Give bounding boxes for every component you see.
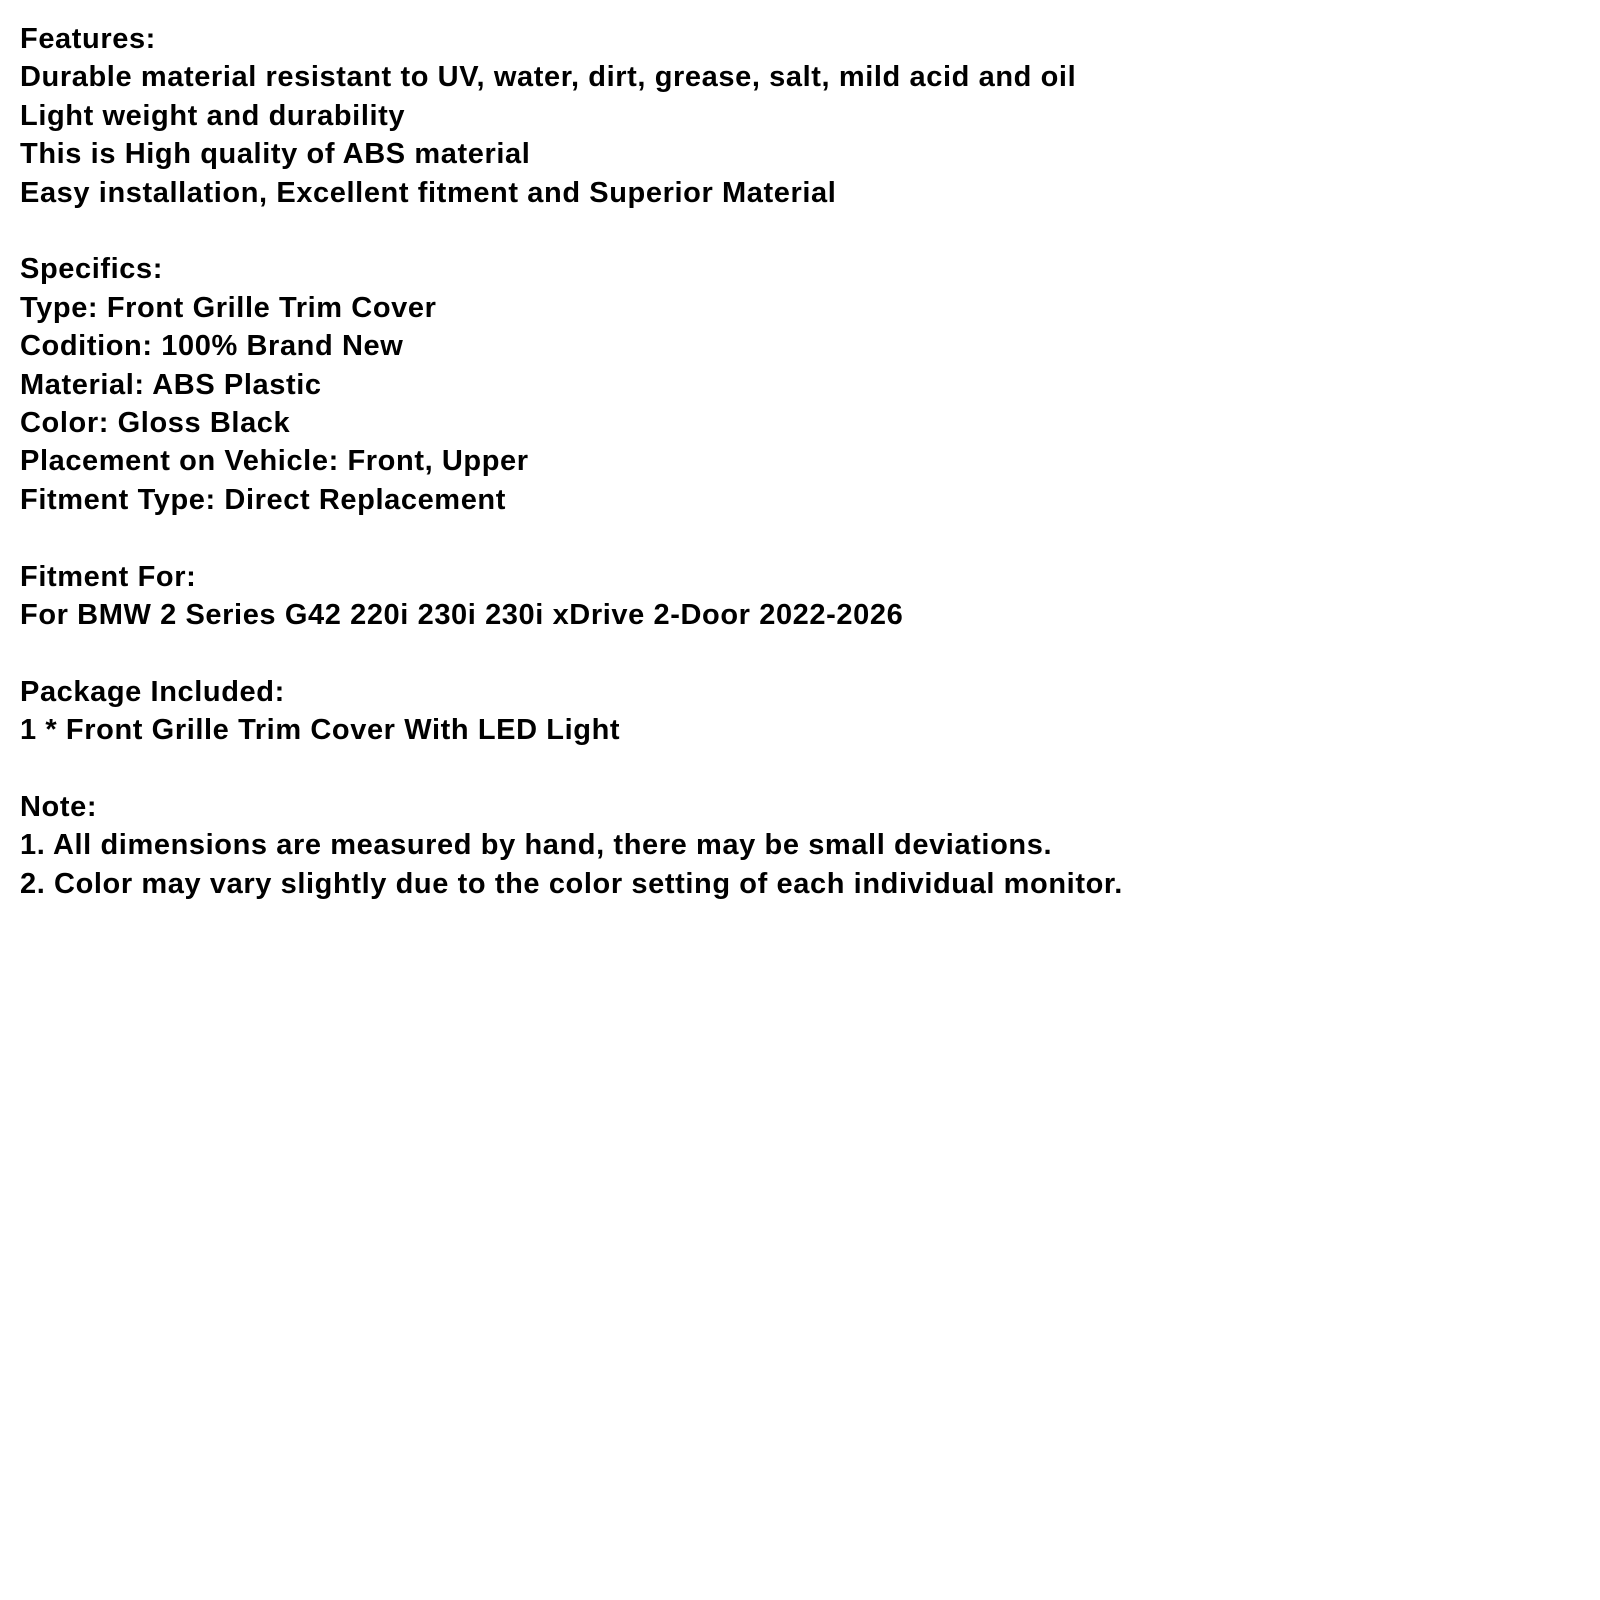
package-heading: Package Included: (20, 675, 285, 708)
specifics-item: Material: ABS Plastic (20, 368, 322, 401)
fitment-item: For BMW 2 Series G42 220i 230i 230i xDrive 2-Door 2022-2026 (20, 599, 904, 632)
specifics-section (20, 250, 1580, 519)
package-section (20, 673, 1580, 750)
features-item: This is High quality of ABS material (20, 138, 531, 171)
specifics-item: Fitment Type: Direct Replacement (20, 483, 506, 516)
package-item: 1 * Front Grille Trim Cover With LED Light (20, 714, 621, 747)
note-item: 1. All dimensions are measured by hand, there may be small deviations. (20, 829, 1053, 862)
fitment-section (20, 558, 1580, 635)
product-description (20, 20, 1580, 942)
features-section (20, 20, 1580, 212)
note-section (20, 788, 1580, 903)
features-item: Light weight and durability (20, 99, 406, 132)
specifics-item: Type: Front Grille Trim Cover (20, 291, 437, 324)
note-heading: Note: (20, 791, 98, 824)
fitment-heading: Fitment For: (20, 560, 197, 593)
features-item: Durable material resistant to UV, water, dirt, grease, salt, mild acid and oil (20, 61, 1077, 94)
features-item: Easy installation, Excellent fitment and Superior Material (20, 176, 837, 209)
note-item: 2. Color may vary slightly due to the color setting of each individual monitor. (20, 867, 1123, 900)
specifics-item: Codition: 100% Brand New (20, 330, 404, 363)
features-heading: Features: (20, 23, 156, 55)
specifics-item: Placement on Vehicle: Front, Upper (20, 445, 529, 478)
specifics-item: Color: Gloss Black (20, 407, 291, 440)
specifics-heading: Specifics: (20, 253, 163, 286)
